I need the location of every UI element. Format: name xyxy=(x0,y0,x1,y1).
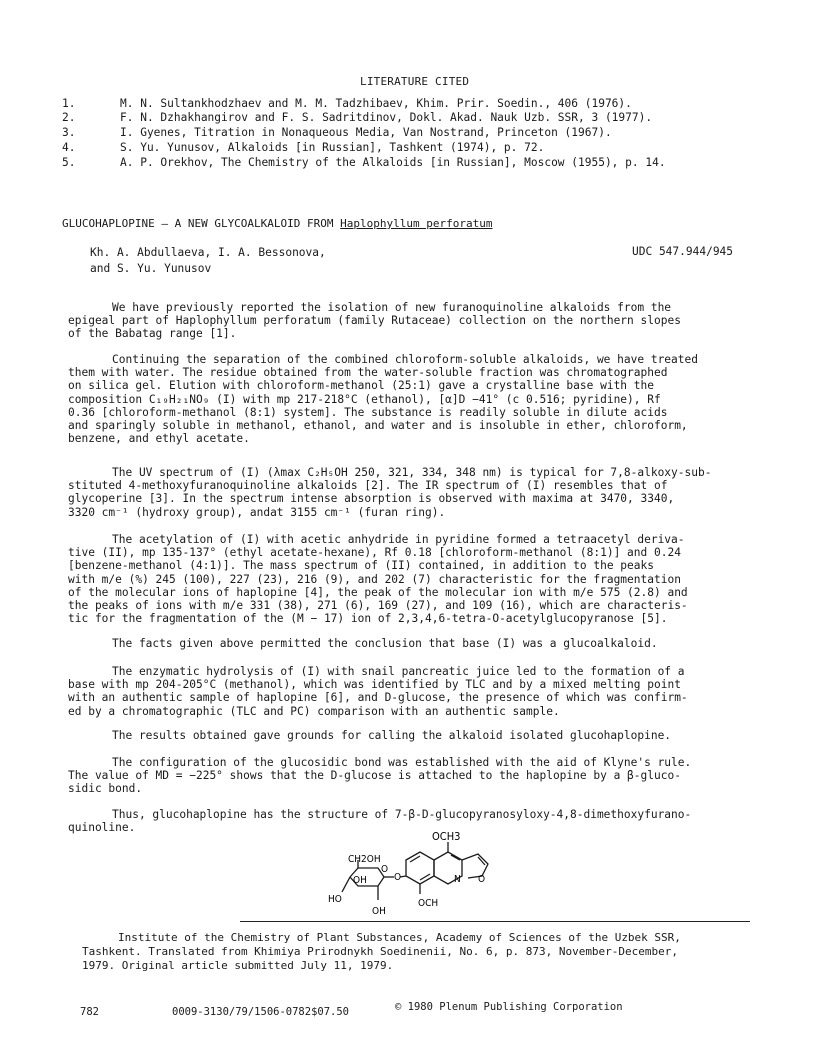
reference-text: F. N. Dzhakhangirov and F. S. Sadritdinov, Dokl. Akad. Nauk Uzb. SSR, 3 (1977). xyxy=(120,111,653,124)
ho-label: HO xyxy=(328,894,342,905)
oh-bottom-label: OH xyxy=(372,906,386,917)
text-line: Institute of the Chemistry of Plant Substances, Academy of Sciences of the Uzbek SSR, xyxy=(118,931,681,944)
paragraph xyxy=(68,301,748,341)
ring-oxygen-label: O xyxy=(381,864,389,875)
paragraph xyxy=(68,729,748,742)
text-line: with an authentic sample of haplopine [6], and D-glucose, the presence of which was confirm- xyxy=(68,691,688,705)
text-line: on silica gel. Elution with chloroform-methanol (25:1) gave a crystalline base with the xyxy=(68,379,654,393)
authors-line: Kh. A. Abdullaeva, I. A. Bessonova, xyxy=(90,246,326,259)
udc-code: UDC 547.944/945 xyxy=(632,245,734,258)
paragraph xyxy=(68,756,748,796)
text-line: the peaks of ions with m/e 331 (38), 271 (6), 169 (27), and 109 (16), which are characteris- xyxy=(68,599,688,613)
text-line: Thus, glucohaplopine has the structure of 7-β-D-glucopyranosyloxy-4,8-dimethoxyfurano- xyxy=(112,808,692,821)
text-line: glycoperine [3]. In the spectrum intense absorption is observed with maxima at 3470, 3340, xyxy=(68,492,675,506)
article-title xyxy=(62,217,492,230)
reference-number: 2. xyxy=(62,111,76,124)
text-line: of the molecular ions of haplopine [4], the peak of the molecular ion with m/e 575 (2.8) and xyxy=(68,585,688,599)
text-line: The value of MD = −225° shows that the D-glucose is attached to the haplopine by a β-gluco- xyxy=(68,769,681,783)
och-bottom-label: OCH xyxy=(418,898,439,909)
text-line: ed by a chromatographic (TLC and PC) comparison with an authentic sample. xyxy=(68,704,560,718)
text-line: quinoline. xyxy=(68,821,136,835)
literature-heading: LITERATURE CITED xyxy=(360,75,470,88)
text-line: Continuing the separation of the combined chloroform-soluble alkaloids, we have treated xyxy=(112,353,698,366)
reference-text: M. N. Sultankhodzhaev and M. M. Tadzhibaev, Khim. Prir. Soedin., 406 (1976). xyxy=(120,97,632,110)
text-line: and sparingly soluble in methanol, ethanol, and water and is insoluble in ether, chloroform, xyxy=(68,419,688,433)
text-line: [benzene-methanol (4:1)]. The mass spectrum of (II) contained, in addition to the peaks xyxy=(68,559,654,573)
text-line: 1979. Original article submitted July 11, 1979. xyxy=(82,959,394,972)
text-line: The UV spectrum of (I) (λmax C₂H₅OH 250, 321, 334, 348 nm) is typical for 7,8-alkoxy-sub- xyxy=(112,466,712,479)
reference-number: 1. xyxy=(62,97,76,110)
reference-number: 3. xyxy=(62,126,76,139)
text-line: 3320 cm⁻¹ (hydroxy group), andat 3155 cm⁻¹ (furan ring). xyxy=(68,505,446,519)
och3-top-label: OCH3 xyxy=(432,830,461,843)
title-text: GLUCOHAPLOPINE — A NEW GLYCOALKALOID FROM xyxy=(62,217,341,230)
article-code: 0009-3130/79/1506-0782$07.50 xyxy=(172,1006,350,1018)
chemical-structure xyxy=(320,822,520,920)
text-line: stituted 4-methoxyfuranoquinoline alkaloids [2]. The IR spectrum of (I) resembles that of xyxy=(68,479,668,493)
text-line: tic for the fragmentation of the (M − 17) ion of 2,3,4,6-tetra-O-acetylglucopyranose [5]. xyxy=(68,612,668,626)
text-line: tive (II), mp 135-137° (ethyl acetate-hexane), Rf 0.18 [chloroform-methanol (8:1)] and 0.24 xyxy=(68,546,681,560)
authors-line: and S. Yu. Yunusov xyxy=(90,262,212,275)
paragraph xyxy=(68,665,748,718)
ch2oh-label: CH2OH xyxy=(348,854,381,865)
reference-number: 4. xyxy=(62,141,76,154)
page-number: 782 xyxy=(80,1006,99,1018)
oh-left-label: OH xyxy=(353,875,367,886)
institute-note xyxy=(82,931,762,972)
reference-text: S. Yu. Yunusov, Alkaloids [in Russian], Tashkent (1974), p. 72. xyxy=(120,141,545,154)
reference-text: A. P. Orekhov, The Chemistry of the Alkaloids [in Russian], Moscow (1955), p. 14. xyxy=(120,156,666,169)
text-line: sidic bond. xyxy=(68,782,143,796)
text-line: The configuration of the glucosidic bond was established with the aid of Klyne's rule. xyxy=(112,756,692,769)
text-line: The facts given above permitted the conclusion that base (I) was a glucoalkaloid. xyxy=(112,637,658,650)
paragraph xyxy=(68,466,748,519)
reference-list xyxy=(62,97,762,167)
title-species: Haplophyllum perforatum xyxy=(340,217,493,230)
reference-text: I. Gyenes, Titration in Nonaqueous Media, Van Nostrand, Princeton (1967). xyxy=(120,126,612,139)
text-line: benzene, and ethyl acetate. xyxy=(68,432,250,446)
text-line: The results obtained gave grounds for calling the alkaloid isolated glucohaplopine. xyxy=(112,729,672,742)
text-line: them with water. The residue obtained from the water-soluble fraction was chromatographed xyxy=(68,366,668,380)
text-line: with m/e (%) 245 (100), 227 (23), 216 (9), and 202 (7) characteristic for the fragmentation xyxy=(68,572,681,586)
text-line: The acetylation of (I) with acetic anhydride in pyridine formed a tetraacetyl deriva- xyxy=(112,533,685,546)
paragraph xyxy=(68,533,748,625)
nitrogen-label: N xyxy=(454,874,461,885)
furan-oxygen-label: O xyxy=(478,874,486,885)
text-line: 0.36 [chloroform-methanol (8:1) system]. The substance is readily soluble in dilute acids xyxy=(68,405,668,419)
text-line: We have previously reported the isolation of new furanoquinoline alkaloids from the xyxy=(112,301,672,314)
text-line: composition C₁₉H₂₁NO₉ (I) with mp 217-218°C (ethanol), [α]D −41° (c 0.516; pyridine), Rf xyxy=(68,392,661,406)
footer-rule xyxy=(240,921,750,922)
copyright: © 1980 Plenum Publishing Corporation xyxy=(395,1001,623,1013)
text-line: of the Babatag range [1]. xyxy=(68,327,237,341)
text-line: Tashkent. Translated from Khimiya Prirodnykh Soedinenii, No. 6, p. 873, November-December, xyxy=(82,945,679,958)
paragraph xyxy=(68,353,748,445)
text-line: epigeal part of Haplophyllum perforatum (family Rutaceae) collection on the northern slopes xyxy=(68,314,681,328)
paragraph xyxy=(68,637,748,650)
link-oxygen-label: O xyxy=(394,872,402,883)
text-line: base with mp 204-205°C (methanol), which was identified by TLC and by a mixed melting point xyxy=(68,678,681,692)
text-line: The enzymatic hydrolysis of (I) with snail pancreatic juice led to the formation of a xyxy=(112,665,685,678)
reference-number: 5. xyxy=(62,156,76,169)
